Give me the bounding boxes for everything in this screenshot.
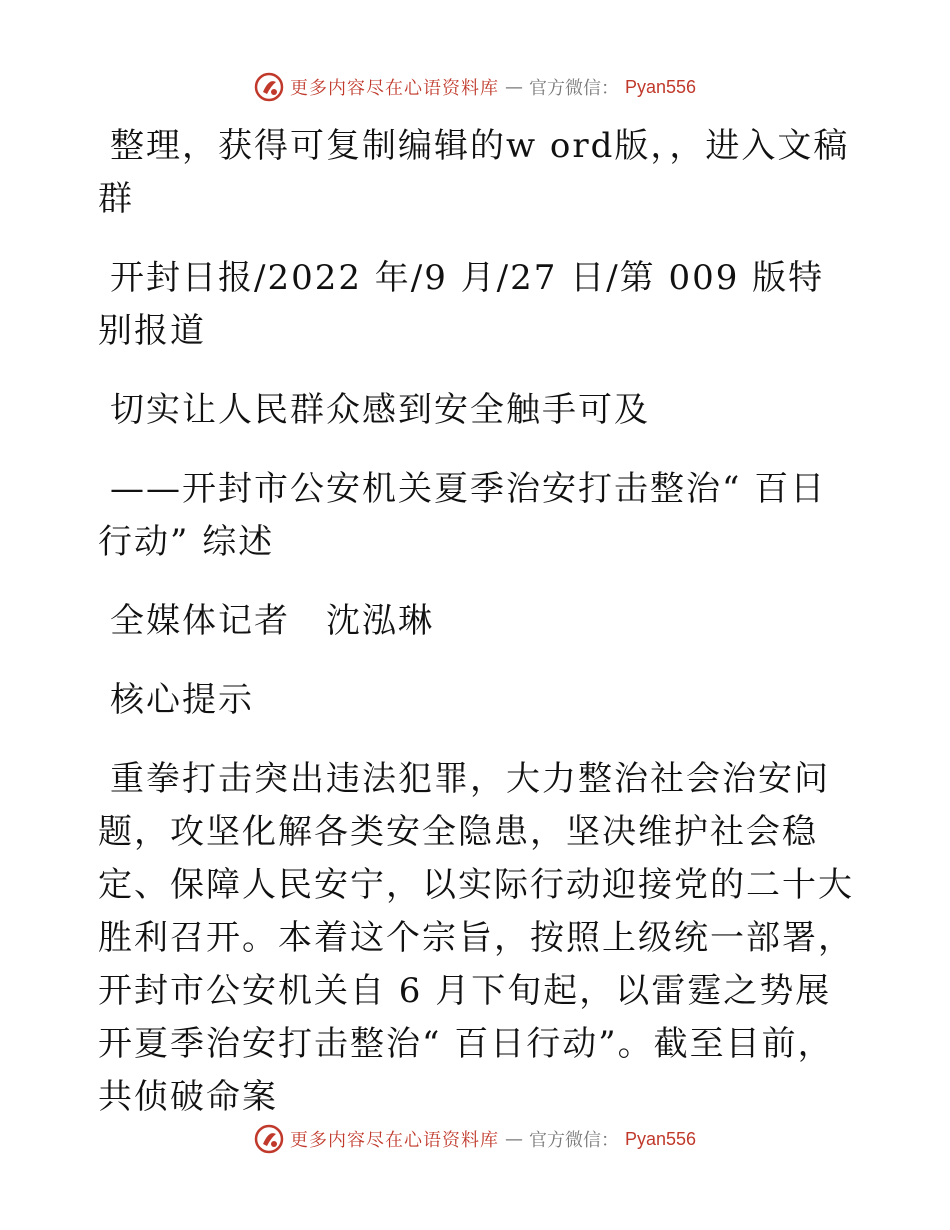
- header-watermark: [0, 72, 950, 102]
- section-heading: 核心提示: [110, 680, 254, 720]
- article-title: 切实让人民群众感到安全触手可及: [110, 390, 650, 430]
- body-paragraph: 重拳打击突出违法犯罪，大力整治社会治安问题，攻坚化解各类安全隐患，坚决维护社会稳定、保障人民安宁，以实际行动迎接党的二十大胜利召开。本着这个宗旨，按照上级统一部署，开封市公安机关自 6 月下旬起，以雷霆之势展开夏季治安打击整治“ 百日行动”。截至目前，共侦破命案: [98, 759, 854, 1117]
- source-line: 开封日报/2022 年/9 月/27 日/第 009 版特别报道: [98, 258, 825, 351]
- article-subtitle: ——开封市公安机关夏季治安打击整治“ 百日行动” 综述: [98, 469, 827, 562]
- watermark-label: 官方微信：: [528, 78, 619, 99]
- watermark-id: Pyan556: [624, 76, 697, 97]
- document-body: [98, 120, 858, 1150]
- watermark-separator: —: [504, 76, 523, 98]
- watermark-id: Pyan556: [624, 1128, 697, 1149]
- intro-note: 整理，获得可复制编辑的w ord版，，进入文稿群: [98, 126, 850, 219]
- author-line: 全媒体记者 沈泓琳: [110, 601, 434, 641]
- footer-watermark: [0, 1124, 950, 1154]
- watermark-label: 官方微信：: [528, 1130, 619, 1151]
- brand-logo-icon: [254, 1124, 284, 1154]
- watermark-separator: —: [504, 1128, 523, 1150]
- watermark-text: 更多内容尽在心语资料库: [289, 1130, 499, 1151]
- watermark-text: 更多内容尽在心语资料库: [289, 78, 499, 99]
- brand-logo-icon: [254, 72, 284, 102]
